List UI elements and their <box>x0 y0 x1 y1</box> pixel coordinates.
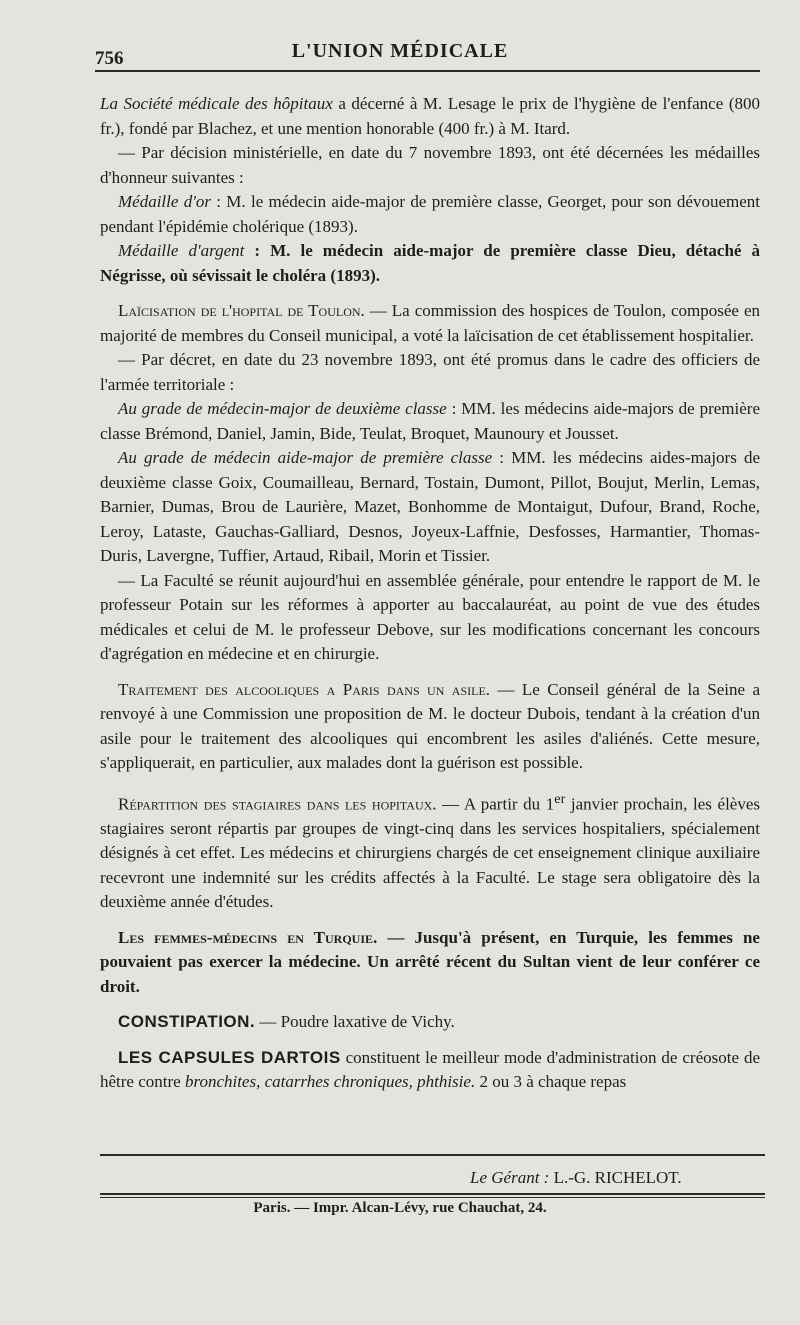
paragraph-faculte: — La Faculté se réunit aujourd'hui en assemblée générale, pour entendre le rapport de M. le professeur Potain sur les réformes à apporter au baccalauréat, au point de vue des études médicales et celui de M. le professeur Debove, sur les modifications concernant les concours d'agrégation en médecine et en chirurgie. <box>100 570 760 663</box>
footer-rule <box>100 1154 765 1156</box>
header-rule <box>95 70 760 72</box>
advert-title: LES CAPSULES DARTOIS <box>118 1047 341 1067</box>
section-heading: Laïcisation de l'hopital de Toulon. <box>118 301 365 320</box>
paragraph-text: — La commission des hospices de Toulon, composée en majorité de membres du Conseil municipal, a voté la laïcisation de cet établissement hospitalier. <box>100 301 760 345</box>
paragraph-text: : MM. les médecins aides-majors de deuxième classe Goix, Coumailleau, Bernard, Tostain, Dumont, Pillot, Boujut, Merlin, Lemas, Barnier, Dumas, Brou de Laurière, Mazet, Bonhomme de Montaigut, Dufour, Brand, Roche, Leroy, Lataste, Gauchas-Galliard, Desnos, Joyeux-Laffnie, Desfosses, Harmantier, Thomas-Duris, Lavergne, Tuffier, Artaud, Ribail, Morin et Tissier. <box>100 448 760 565</box>
advert-constipation <box>100 1010 760 1035</box>
paragraph-stagiaires <box>100 787 760 915</box>
medal-label: Médaille d'argent <box>118 241 245 260</box>
advert-text: — Poudre laxative de Vichy. <box>255 1012 455 1032</box>
paragraph-text: : M. le médecin aide-major de première classe, Georget, pour son dévouement pendant l'épidémie cholérique (1893). <box>100 192 760 236</box>
paragraph-alcooliques <box>100 678 760 776</box>
society-name: La Société médicale des hôpitaux <box>100 94 333 113</box>
paragraph-text: janvier prochain, les élèves stagiaires seront répartis par groupes de vingt-cinq dans les services hospitaliers, spécialement désignés à cet effet. Les médecins et chirurgiens chargés de cet enseignement clinique auxiliaire recevront une indemnité sur les crédits affectés à la Faculté. Le stage sera obligatoire dès la deuxième année d'études. <box>100 794 760 912</box>
paragraph-societe-medicale <box>100 92 760 141</box>
advert-text: constituent le meilleur mode d'administration de créosote de hêtre contre <box>100 1047 760 1092</box>
paragraph-text: — Jusqu'à présent, en Turquie, les femmes ne pouvaient pas exercer la médecine. Un arrêté récent du Sultan vient de leur conférer ce droit. <box>100 927 760 996</box>
paragraph-grade-aide-major <box>100 446 760 569</box>
running-title: L'UNION MÉDICALE <box>291 40 509 62</box>
section-heading: Traitement des alcooliques a Paris dans un asile. <box>118 679 491 699</box>
paragraph-text: : M. le médecin aide-major de première classe Dieu, détaché à Négrisse, où sévissait le choléra (1893). <box>100 241 761 285</box>
body-text <box>100 92 760 1095</box>
printer-imprint: Paris. — Impr. Alcan-Lévy, rue Chauchat, 24. <box>253 1200 547 1216</box>
page-number: 756 <box>95 48 124 69</box>
paragraph-decret: — Par décret, en date du 23 novembre 1893, ont été promus dans le cadre des officiers de l'armée territoriale : <box>100 350 760 394</box>
advert-title: CONSTIPATION. <box>118 1012 256 1032</box>
paragraph-medailles: — Par décision ministérielle, en date du 7 novembre 1893, ont été décernées les médailles d'honneur suivantes : <box>100 143 760 187</box>
gerant-signature <box>470 1168 682 1188</box>
superscript: er <box>554 790 566 807</box>
paragraph-text: a décerné à M. Lesage le prix de l'hygiène de l'enfance (800 fr.), fondé par Blachez, et une mention honorable (400 fr.) à M. Itard. <box>100 94 760 138</box>
section-heading: Les femmes-médecins en Turquie. <box>118 927 378 947</box>
paragraph-femmes-medecins <box>100 926 760 1000</box>
section-heading: Répartition des stagiaires dans les hopitaux. <box>118 794 437 814</box>
advert-capsules-dartois <box>100 1046 760 1095</box>
paragraph-medaille-argent <box>100 239 760 288</box>
grade-label: Au grade de médecin aide-major de première classe <box>118 448 493 467</box>
paragraph-laicisation <box>100 299 760 348</box>
paragraph-text: — Le Conseil général de la Seine a renvoyé à une Commission une proposition de M. le docteur Dubois, tendant à la création d'un asile pour le traitement des alcooliques qui encombrent les asiles d'aliénés. Cette mesure, s'appliquerait, en particulier, aux malades dont la guérison est possible. <box>100 679 760 772</box>
imprint-rule-thin <box>100 1197 765 1198</box>
gerant-name: L.-G. RICHELOT. <box>549 1168 682 1187</box>
paragraph-text: — A partir du 1 <box>436 794 555 814</box>
grade-label: Au grade de médecin-major de deuxième classe <box>118 399 447 418</box>
gerant-label: Le Gérant : <box>470 1168 550 1187</box>
imprint-rule <box>100 1193 765 1195</box>
paragraph-medaille-or <box>100 190 760 239</box>
advert-italic: bronchites, catarrhes chroniques, phthisie. <box>184 1072 476 1092</box>
advert-text: 2 ou 3 à chaque repas <box>475 1072 627 1092</box>
paragraph-grade-major <box>100 397 760 446</box>
paragraph-text: : MM. les médecins aide-majors de première classe Brémond, Daniel, Jamin, Bide, Teulat, Broquet, Maunoury et Jousset. <box>100 399 761 443</box>
medal-label: Médaille d'or <box>118 192 211 211</box>
